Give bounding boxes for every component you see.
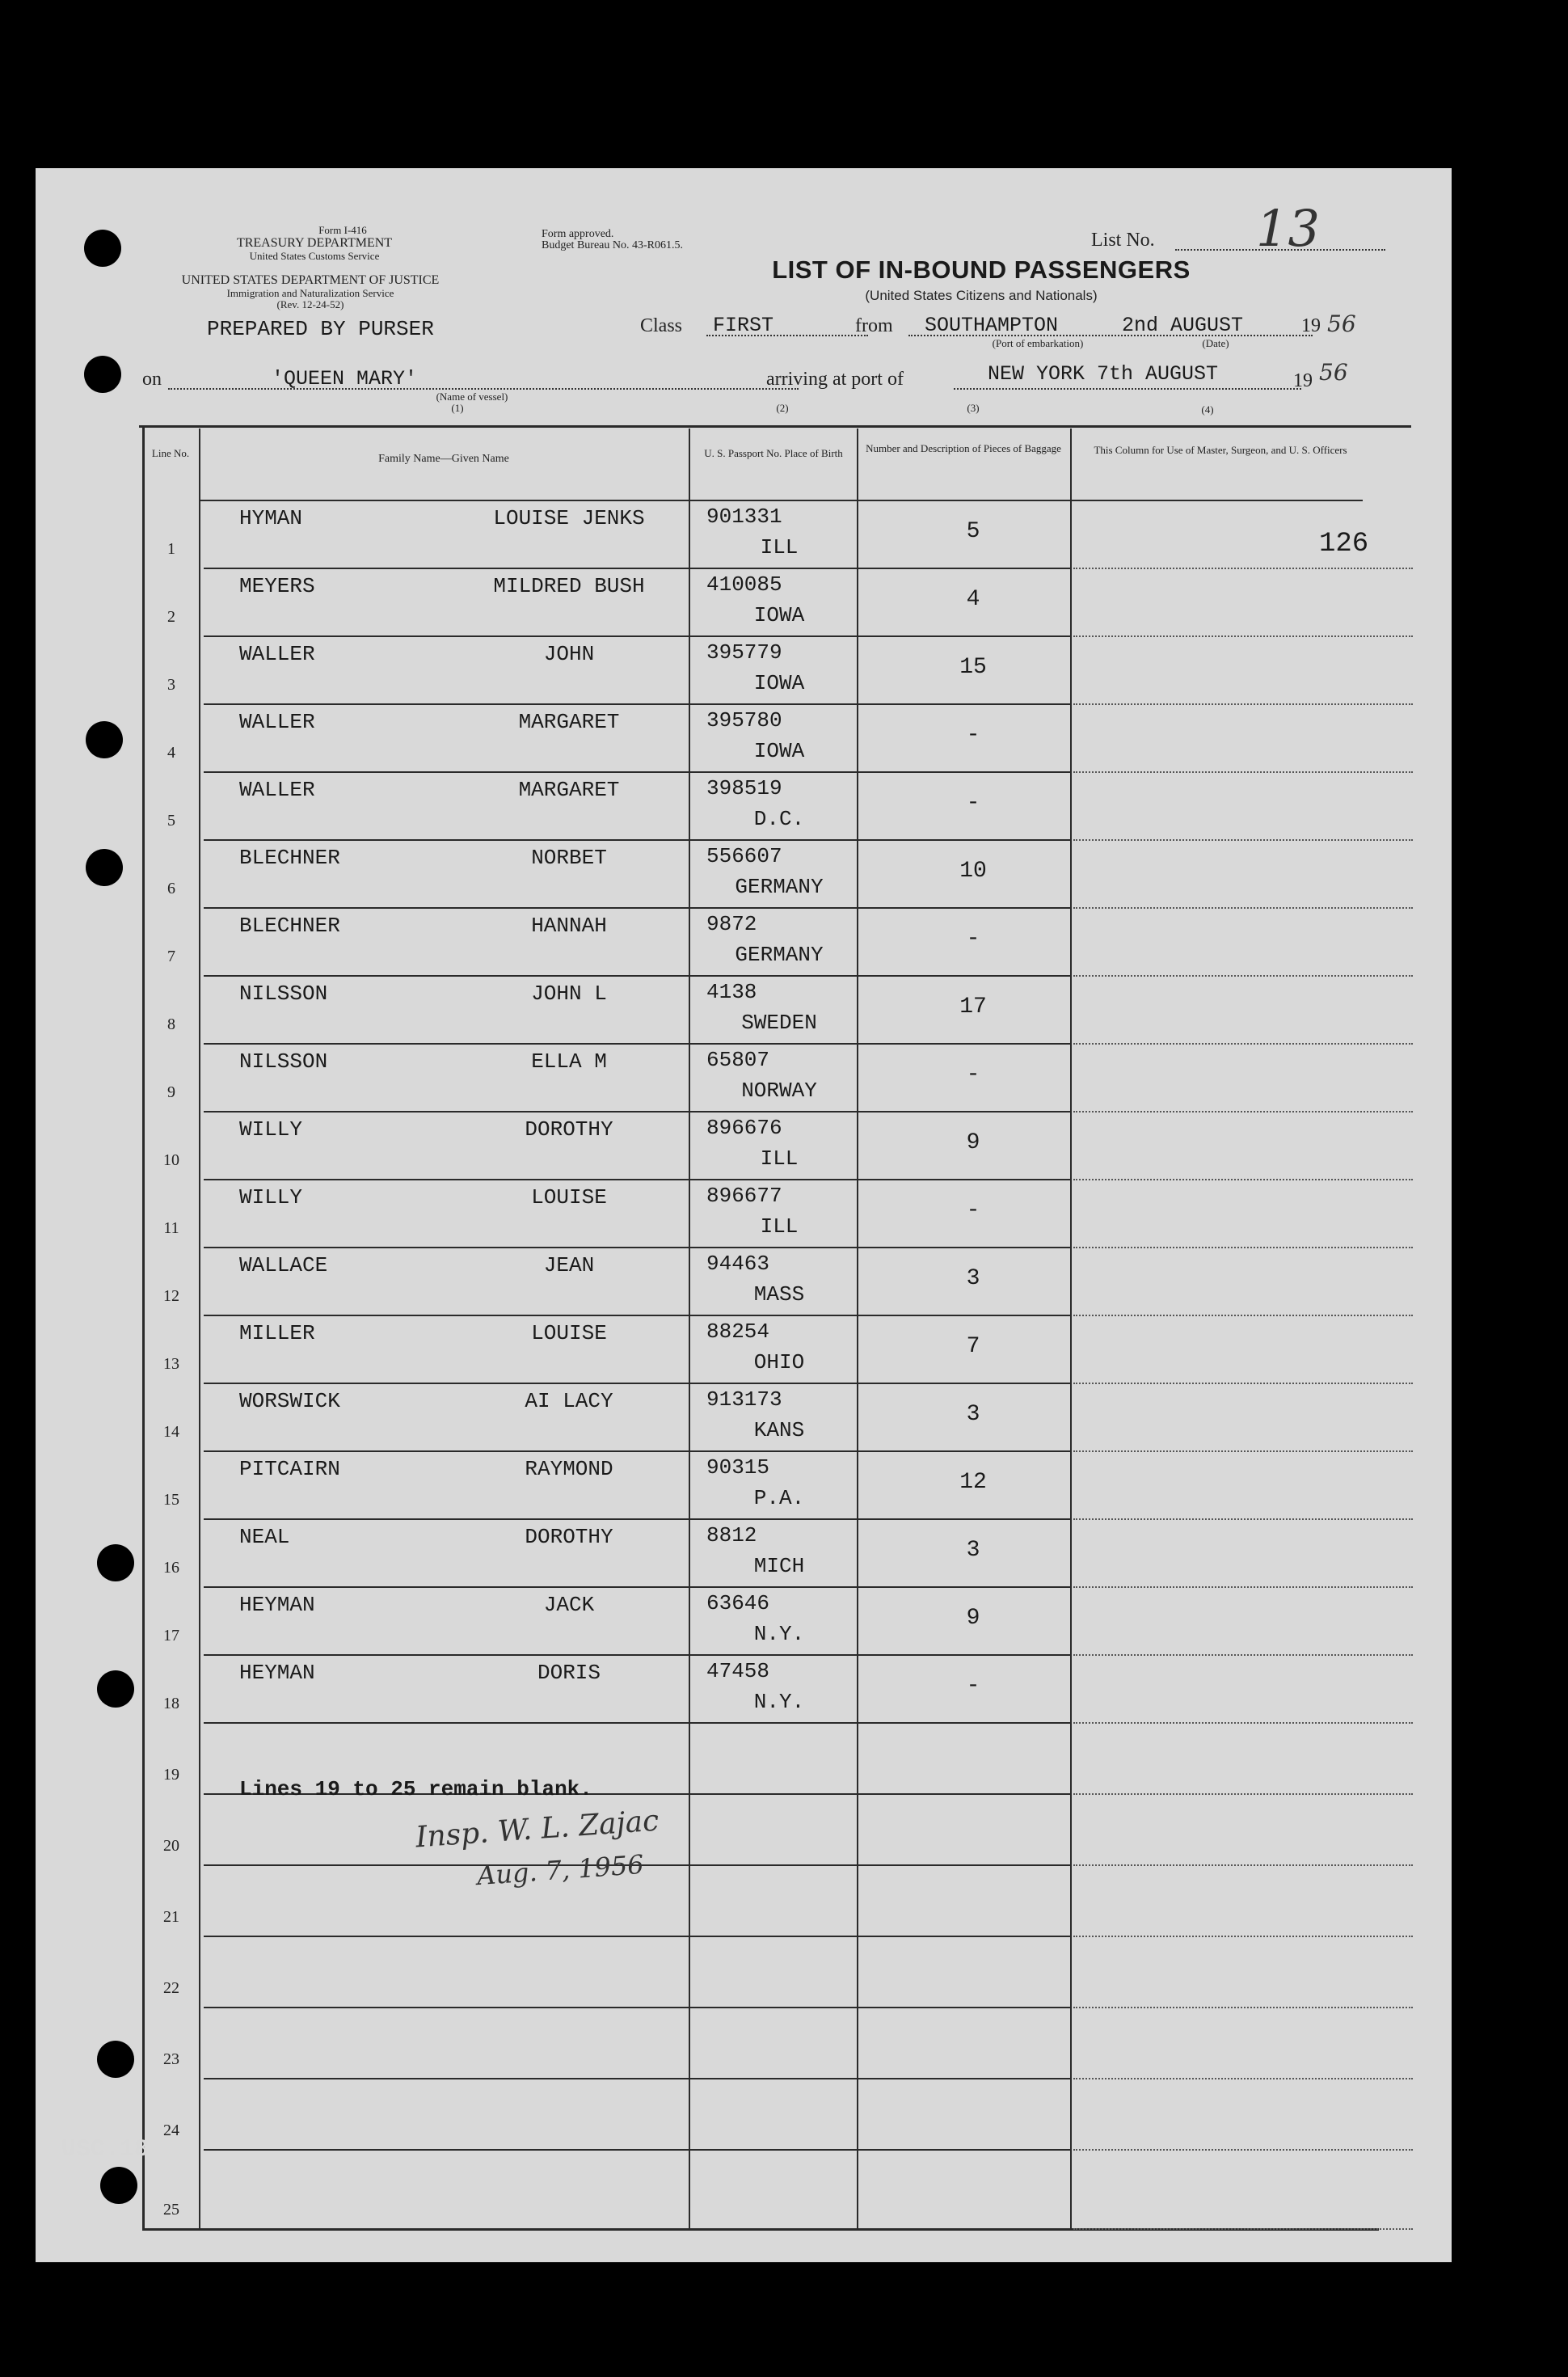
row-rule-officers — [1073, 2078, 1413, 2079]
punch-hole — [86, 721, 123, 758]
row-rule-name — [204, 1383, 857, 1384]
row-rule-baggage — [857, 1179, 1070, 1180]
row-rule-name — [204, 1586, 857, 1588]
family-name: WORSWICK — [239, 1389, 340, 1413]
departure-year: 56 — [1327, 310, 1356, 337]
col-divider-name — [689, 429, 690, 2228]
row-rule-name — [204, 771, 857, 773]
passport-number: 896677 — [706, 1184, 782, 1208]
row-rule-name — [204, 2228, 857, 2230]
justice-dept: UNITED STATES DEPARTMENT OF JUSTICE — [181, 273, 440, 287]
line-number: 7 — [167, 948, 175, 965]
remain-blank-note: Lines 19 to 25 remain blank. — [239, 1777, 592, 1801]
row-rule-baggage — [857, 568, 1070, 569]
row-rule-officers — [1073, 703, 1413, 705]
passport-number: 63646 — [706, 1591, 770, 1615]
family-name: WALLER — [239, 778, 315, 802]
vessel-name: 'QUEEN MARY' — [272, 367, 418, 391]
officer-note: 126 — [1319, 529, 1369, 559]
row-rule-officers — [1073, 1043, 1413, 1045]
family-name: WILLY — [239, 1117, 303, 1142]
family-name: MILLER — [239, 1321, 315, 1345]
arrival-year-prefix: 19 — [1293, 370, 1313, 391]
passport-number: 896676 — [706, 1116, 782, 1140]
list-no-label: List No. — [1091, 230, 1155, 251]
row-rule-baggage — [857, 1518, 1070, 1520]
baggage-count: 3 — [966, 1402, 980, 1427]
row-rule-name — [204, 1936, 857, 1937]
family-name: WALLER — [239, 710, 315, 734]
given-name: DORIS — [537, 1661, 601, 1685]
baggage-count: - — [966, 723, 980, 748]
place-of-birth: MASS — [753, 1282, 805, 1307]
row-rule-officers — [1073, 2007, 1413, 2008]
row-rule-officers — [1073, 839, 1413, 841]
line-number: 20 — [163, 1837, 179, 1855]
given-name: JEAN — [543, 1253, 595, 1277]
line-number: 15 — [163, 1491, 179, 1509]
punch-hole — [86, 849, 123, 886]
col-header-line: Line No. — [151, 447, 190, 459]
punch-hole — [84, 356, 121, 393]
place-of-birth: IOWA — [753, 671, 805, 695]
line-number: 25 — [163, 2201, 179, 2219]
punch-hole — [84, 230, 121, 267]
row-rule-baggage — [857, 1247, 1070, 1248]
row-rule-officers — [1073, 1586, 1413, 1588]
baggage-count: - — [966, 1062, 980, 1087]
class-label: Class — [640, 315, 683, 336]
given-name: AI LACY — [525, 1389, 613, 1413]
place-of-birth: IOWA — [753, 603, 805, 627]
baggage-count: - — [966, 1674, 980, 1699]
family-name: PITCAIRN — [239, 1457, 340, 1481]
passport-number: 4138 — [706, 980, 757, 1004]
arriving-label: arriving at port of — [766, 369, 904, 390]
baggage-count: - — [966, 927, 980, 952]
line-number: 11 — [163, 1219, 179, 1237]
row-rule-officers — [1073, 2149, 1413, 2151]
baggage-count: - — [966, 791, 980, 816]
budget-bureau: Budget Bureau No. 43-R061.5. — [542, 239, 683, 251]
row-rule-baggage — [857, 703, 1070, 705]
baggage-count: - — [966, 1198, 980, 1223]
row-rule-name — [204, 635, 857, 637]
col-num-1: (1) — [451, 402, 464, 414]
row-rule-name — [204, 1111, 857, 1113]
row-rule-name — [204, 1315, 857, 1316]
passport-number: 94463 — [706, 1252, 770, 1276]
row-rule-baggage — [857, 771, 1070, 773]
line-number: 8 — [167, 1015, 175, 1033]
given-name: MILDRED BUSH — [493, 574, 645, 598]
row-rule-name — [204, 703, 857, 705]
row-rule-officers — [1073, 568, 1413, 569]
port-of-embarkation: SOUTHAMPTON — [925, 314, 1059, 337]
row-rule-officers — [1073, 1654, 1413, 1656]
given-name: LOUISE JENKS — [493, 506, 645, 530]
punch-hole — [97, 1544, 134, 1581]
given-name: ELLA M — [531, 1049, 607, 1074]
passport-number: 90315 — [706, 1455, 770, 1480]
family-name: HYMAN — [239, 506, 303, 530]
place-of-birth: NORWAY — [741, 1079, 817, 1103]
row-rule-baggage — [857, 839, 1070, 841]
punch-hole — [100, 2167, 137, 2204]
col-header-officers: This Column for Use of Master, Surgeon, and U. S. Officers — [1094, 444, 1347, 456]
passport-number: 8812 — [706, 1523, 757, 1547]
punch-hole — [97, 1670, 134, 1708]
baggage-count: 15 — [959, 655, 987, 680]
given-name: DOROTHY — [525, 1525, 613, 1549]
col-num-2: (2) — [776, 402, 789, 414]
row-rule-baggage — [857, 1864, 1070, 1866]
row-rule-baggage — [857, 2149, 1070, 2151]
baggage-count: 5 — [966, 519, 980, 544]
table-left-border — [142, 425, 145, 2228]
place-of-birth: SWEDEN — [741, 1011, 817, 1035]
row-rule-officers — [1073, 1247, 1413, 1248]
passport-number: 395780 — [706, 708, 782, 733]
row-rule-baggage — [857, 2007, 1070, 2008]
given-name: MARGARET — [518, 778, 620, 802]
row-rule-name — [204, 1722, 857, 1724]
row-rule-baggage — [857, 1383, 1070, 1384]
col-divider-passport — [857, 429, 858, 2228]
col-num-4: (4) — [1201, 403, 1214, 416]
row-rule-name — [204, 568, 857, 569]
row-rule-name — [204, 975, 857, 977]
line-number: 17 — [163, 1627, 179, 1644]
port-embark-caption: (Port of embarkation) — [992, 337, 1084, 349]
treasury-dept: TREASURY DEPARTMENT — [236, 236, 393, 250]
baggage-count: 3 — [966, 1266, 980, 1291]
place-of-birth: ILL — [760, 1214, 799, 1239]
passport-number: 556607 — [706, 844, 782, 868]
family-name: HEYMAN — [239, 1593, 315, 1617]
place-of-birth: P.A. — [753, 1486, 805, 1510]
row-rule-baggage — [857, 2228, 1070, 2230]
place-of-birth: ILL — [760, 535, 799, 559]
row-rule-name — [204, 907, 857, 909]
family-name: NILSSON — [239, 1049, 328, 1074]
row-rule-name — [204, 1518, 857, 1520]
col-header-passport: U. S. Passport No. Place of Birth — [704, 447, 843, 459]
line-number: 4 — [167, 744, 175, 762]
row-rule-name — [204, 1179, 857, 1180]
passport-number: 398519 — [706, 776, 782, 800]
baggage-count: 9 — [966, 1606, 980, 1631]
form-approved: Form approved. — [542, 228, 614, 240]
year-prefix: 19 — [1301, 315, 1321, 336]
on-label: on — [142, 369, 162, 390]
passport-number: 395779 — [706, 640, 782, 665]
line-number: 18 — [163, 1695, 179, 1712]
baggage-count: 17 — [959, 994, 987, 1020]
row-rule-baggage — [857, 975, 1070, 977]
family-name: HEYMAN — [239, 1661, 315, 1685]
col-num-3: (3) — [967, 402, 980, 414]
revision: (Rev. 12-24-52) — [276, 298, 344, 310]
page-subtitle: (United States Citizens and Nationals) — [865, 288, 1098, 303]
form-number: Form I-416 — [318, 224, 367, 236]
row-rule-officers — [1073, 1936, 1413, 1937]
row-rule-officers — [1073, 1864, 1413, 1866]
table-top-border — [139, 425, 1411, 428]
row-rule-officers — [1073, 1722, 1413, 1724]
given-name: DOROTHY — [525, 1117, 613, 1142]
signature-date: Aug. 7, 1956 — [475, 1848, 645, 1892]
row-rule-baggage — [857, 907, 1070, 909]
row-rule-baggage — [857, 1654, 1070, 1656]
row-rule-officers — [1073, 1518, 1413, 1520]
row-rule-name — [204, 2149, 857, 2151]
line-number: 2 — [167, 608, 175, 626]
passport-number: 901331 — [706, 505, 782, 529]
place-of-birth: N.Y. — [753, 1622, 805, 1646]
punch-hole — [97, 2041, 134, 2078]
passport-number: 913173 — [706, 1387, 782, 1412]
row-rule-baggage — [857, 1586, 1070, 1588]
row-rule-baggage — [857, 1793, 1070, 1795]
arrival-line — [954, 388, 1301, 390]
passport-number: 47458 — [706, 1659, 770, 1683]
document-page — [36, 168, 1452, 2262]
place-of-birth: MICH — [753, 1554, 805, 1578]
line-number: 9 — [167, 1083, 175, 1101]
line-number: 14 — [163, 1423, 179, 1441]
row-rule-officers — [1073, 771, 1413, 773]
line-number: 1 — [167, 540, 175, 558]
row-rule-baggage — [857, 1315, 1070, 1316]
given-name: RAYMOND — [525, 1457, 613, 1481]
given-name: JOHN L — [531, 982, 607, 1006]
col-header-name: Family Name—Given Name — [378, 453, 509, 465]
line-number: 12 — [163, 1287, 179, 1305]
line-number: 3 — [167, 676, 175, 694]
vessel-line — [168, 388, 799, 390]
passport-number: 9872 — [706, 912, 757, 936]
row-rule-officers — [1073, 635, 1413, 637]
date-caption: (Date) — [1202, 337, 1229, 349]
row-rule-name — [204, 1450, 857, 1452]
usc-stamp: USC.18 — [61, 2136, 150, 2164]
vessel-caption: (Name of vessel) — [436, 391, 508, 403]
row-rule-baggage — [857, 1450, 1070, 1452]
line-number: 23 — [163, 2050, 179, 2068]
line-number: 13 — [163, 1355, 179, 1373]
row-rule-name — [204, 839, 857, 841]
line-number: 19 — [163, 1766, 179, 1784]
list-no-value: 13 — [1256, 199, 1320, 258]
row-rule-officers — [1073, 1111, 1413, 1113]
baggage-count: 4 — [966, 587, 980, 612]
place-of-birth: ILL — [760, 1146, 799, 1171]
line-number: 22 — [163, 1979, 179, 1997]
row-rule-baggage — [857, 1722, 1070, 1724]
baggage-count: 7 — [966, 1334, 980, 1359]
from-label: from — [855, 315, 893, 336]
page-title: LIST OF IN-BOUND PASSENGERS — [772, 255, 1191, 284]
place-of-birth: GERMANY — [735, 943, 824, 967]
arrival-year: 56 — [1319, 359, 1348, 386]
line-number: 5 — [167, 812, 175, 830]
row-rule-baggage — [857, 1043, 1070, 1045]
given-name: NORBET — [531, 846, 607, 870]
inspector-signature: Insp. W. L. Zajac — [414, 1804, 660, 1855]
col-header-baggage: Number and Description of Pieces of Baggage — [866, 442, 1061, 454]
line-number: 21 — [163, 1908, 179, 1926]
row-rule-officers — [1073, 975, 1413, 977]
row-rule-officers — [1073, 907, 1413, 909]
place-of-birth: GERMANY — [735, 875, 824, 899]
col-divider-baggage — [1070, 429, 1072, 2228]
line-number: 6 — [167, 880, 175, 897]
row-rule-officers — [1073, 1793, 1413, 1795]
family-name: WILLY — [239, 1185, 303, 1210]
arrival-port-date: NEW YORK 7th AUGUST — [988, 362, 1219, 386]
family-name: MEYERS — [239, 574, 315, 598]
row-rule-officers — [1073, 1179, 1413, 1180]
family-name: NEAL — [239, 1525, 290, 1549]
col-divider-line — [199, 429, 200, 2228]
baggage-count: 12 — [959, 1470, 987, 1495]
row-rule-baggage — [857, 2078, 1070, 2079]
customs-service: United States Customs Service — [249, 250, 380, 262]
given-name: JACK — [543, 1593, 595, 1617]
family-name: WALLER — [239, 642, 315, 666]
baggage-count: 9 — [966, 1130, 980, 1155]
row-rule-officers — [1073, 1383, 1413, 1384]
given-name: LOUISE — [531, 1321, 607, 1345]
row-rule-baggage — [857, 1936, 1070, 1937]
ins-service: Immigration and Naturalization Service — [226, 287, 394, 299]
given-name: HANNAH — [531, 914, 607, 938]
given-name: JOHN — [543, 642, 595, 666]
given-name: MARGARET — [518, 710, 620, 734]
given-name: LOUISE — [531, 1185, 607, 1210]
row-rule-name — [204, 1654, 857, 1656]
row-rule-name — [204, 2007, 857, 2008]
row-rule-baggage — [857, 635, 1070, 637]
departure-date: 2nd AUGUST — [1122, 314, 1244, 337]
passport-number: 88254 — [706, 1319, 770, 1344]
baggage-count: 3 — [966, 1538, 980, 1563]
place-of-birth: OHIO — [753, 1350, 805, 1374]
row-rule-name — [204, 1043, 857, 1045]
row-rule-name — [204, 2078, 857, 2079]
family-name: NILSSON — [239, 982, 328, 1006]
place-of-birth: D.C. — [753, 807, 805, 831]
family-name: BLECHNER — [239, 914, 340, 938]
row-rule-name — [204, 1247, 857, 1248]
row-rule-officers — [1073, 1315, 1413, 1316]
line-number: 10 — [163, 1151, 179, 1169]
header-bottom-line — [199, 500, 1363, 501]
row-rule-officers — [1073, 2228, 1413, 2230]
place-of-birth: KANS — [753, 1418, 805, 1442]
passport-number: 410085 — [706, 572, 782, 597]
row-rule-officers — [1073, 1450, 1413, 1452]
prepared-by: PREPARED BY PURSER — [207, 317, 434, 341]
passport-number: 65807 — [706, 1048, 770, 1072]
family-name: BLECHNER — [239, 846, 340, 870]
place-of-birth: N.Y. — [753, 1690, 805, 1714]
family-name: WALLACE — [239, 1253, 328, 1277]
line-number: 24 — [163, 2122, 179, 2139]
place-of-birth: IOWA — [753, 739, 805, 763]
class-value: FIRST — [713, 314, 774, 337]
line-number: 16 — [163, 1559, 179, 1577]
row-rule-baggage — [857, 1111, 1070, 1113]
baggage-count: 10 — [959, 859, 987, 884]
